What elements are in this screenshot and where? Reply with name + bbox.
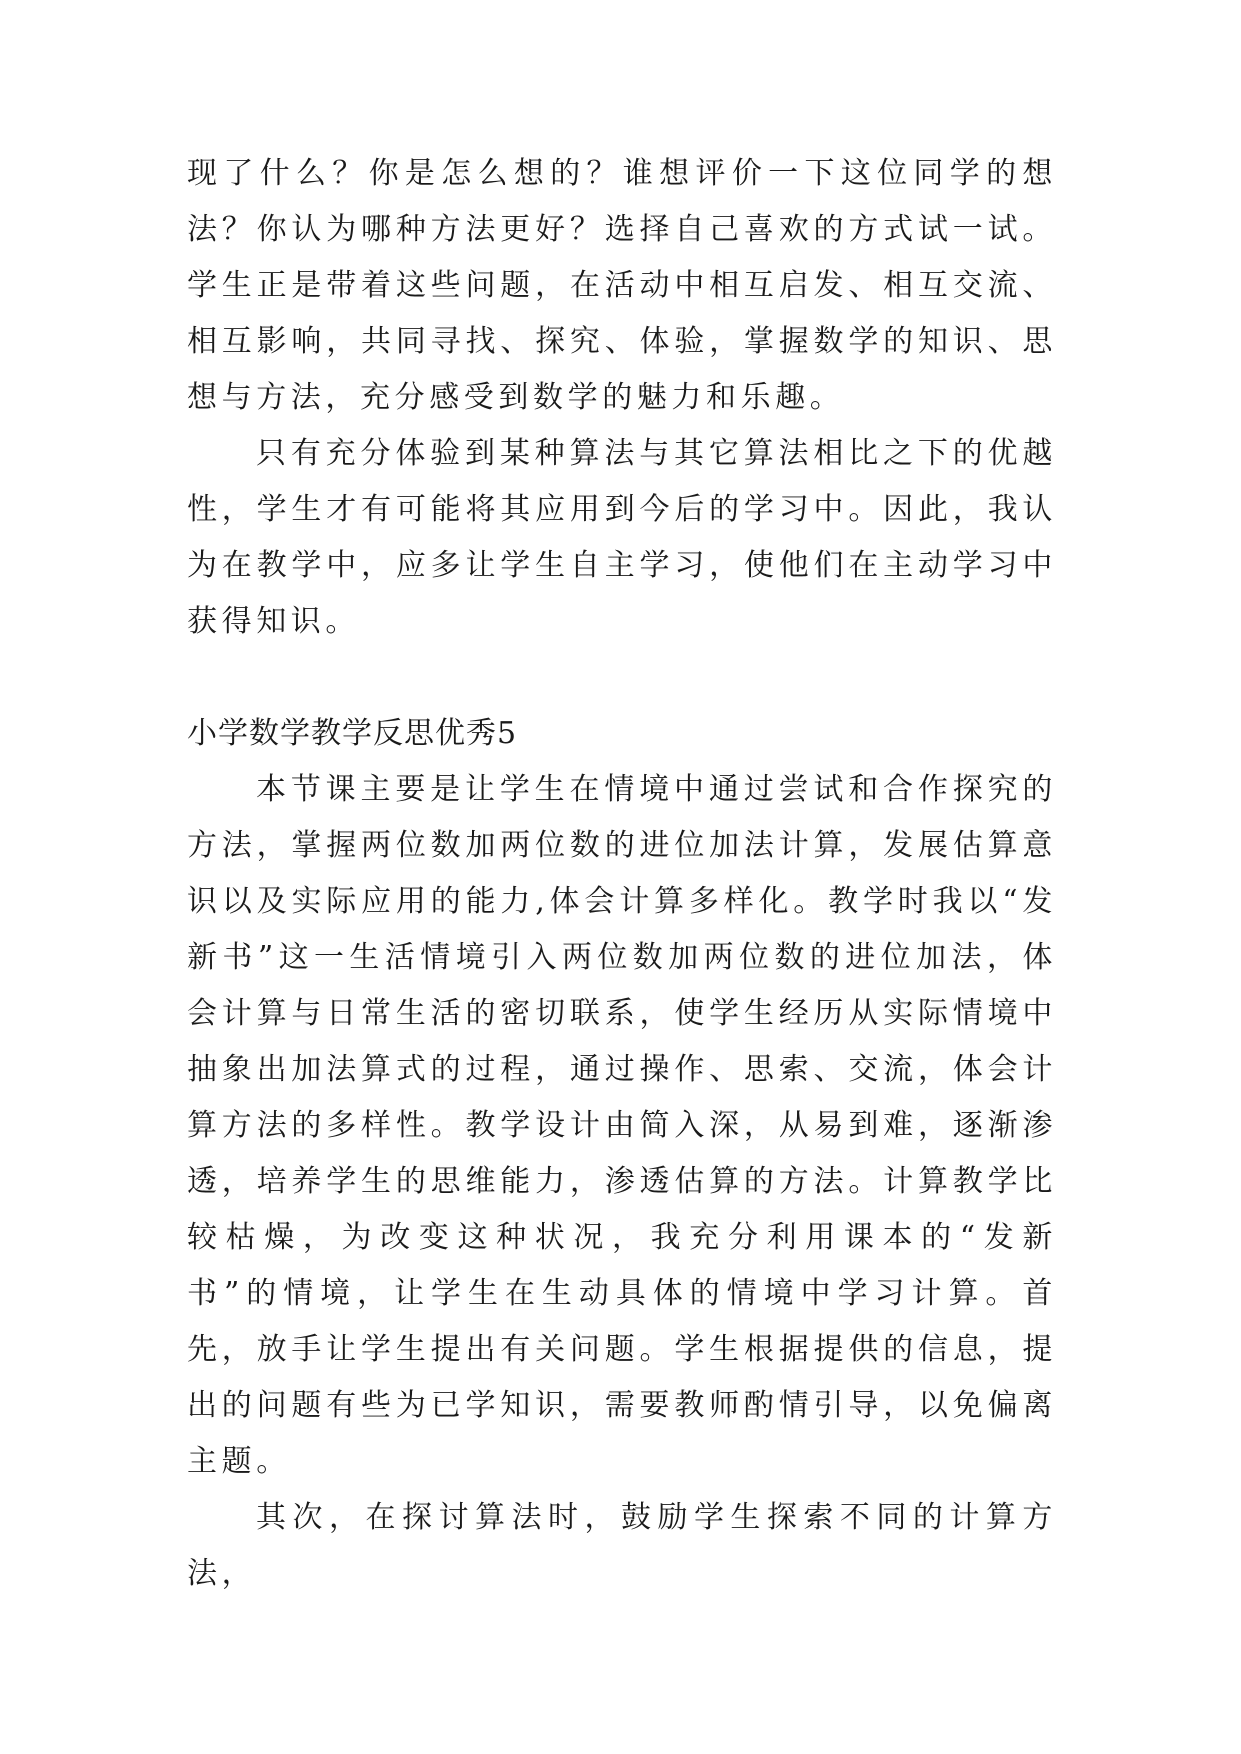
document-body (187, 146, 1057, 1602)
paragraph-algorithm-advantage: 只有充分体验到某种算法与其它算法相比之下的优越性，学生才有可能将其应用到今后的学习中。因此，我认为在教学中，应多让学生自主学习，使他们在主动学习中获得知识。 (187, 436, 1057, 639)
section-spacer (187, 650, 1057, 706)
section-heading: 小学数学教学反思优秀5 (187, 716, 518, 751)
paragraph-continued: 现了什么？你是怎么想的？谁想评价一下这位同学的想法？你认为哪种方法更好？选择自己喜欢的方式试一试。学生正是带着这些问题，在活动中相互启发、相互交流、相互影响，共同寻找、探究、体验，掌握数学的知识、思想与方法，充分感受到数学的魅力和乐趣。 (187, 156, 1057, 415)
paragraph-lesson-summary: 本节课主要是让学生在情境中通过尝试和合作探究的方法，掌握两位数加两位数的进位加法计算，发展估算意识以及实际应用的能力,体会计算多样化。教学时我以“发新书”这一生活情境引入两位数加两位数的进位加法，体会计算与日常生活的密切联系，使学生经历从实际情境中抽象出加法算式的过程，通过操作、思索、交流，体会计算方法的多样性。教学设计由简入深，从易到难，逐渐渗透，培养学生的思维能力，渗透估算的方法。计算教学比较枯燥，为改变这种状况，我充分利用课本的“发新书”的情境，让学生在生动具体的情境中学习计算。首先，放手让学生提出有关问题。学生根据提供的信息，提出的问题有些为已学知识，需要教师酌情引导，以免偏离主题。 (187, 772, 1057, 1479)
paragraph-next-step: 其次，在探讨算法时，鼓励学生探索不同的计算方法， (187, 1500, 1057, 1591)
